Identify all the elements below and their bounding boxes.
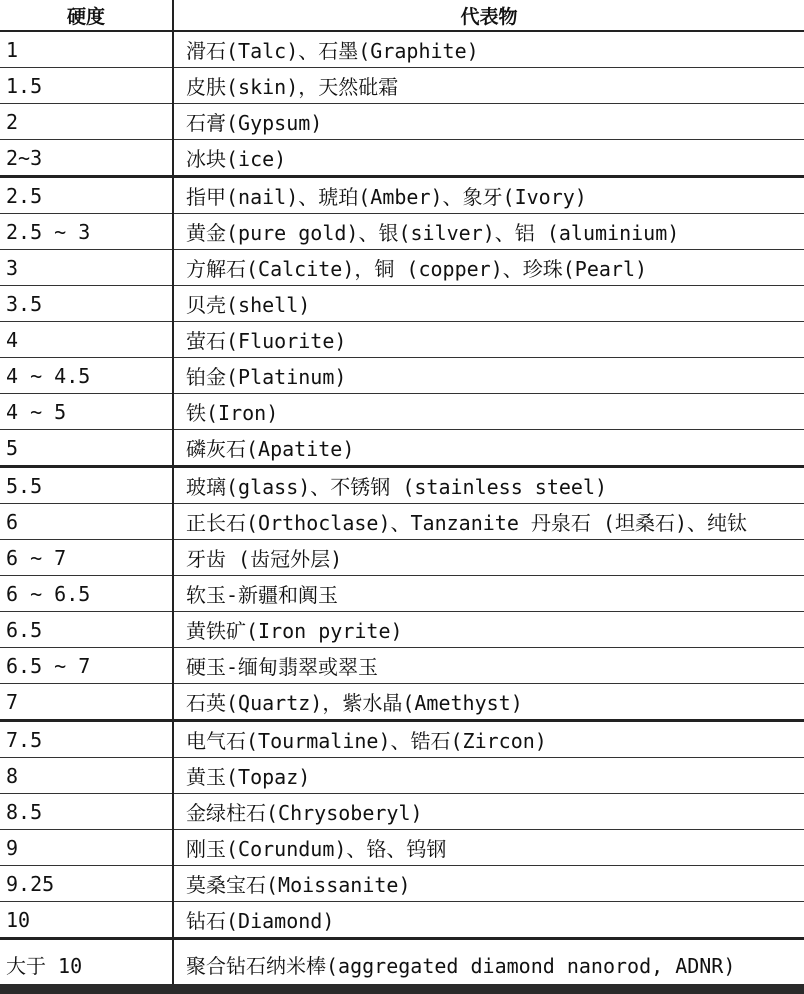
table-row: [0, 250, 804, 286]
hardness-cell: 9: [0, 830, 173, 866]
hardness-cell: 大于 10: [0, 939, 173, 989]
hardness-cell: 1.5: [0, 68, 173, 104]
hardness-cell: 6.5 ~ 7: [0, 648, 173, 684]
representative-cell: 铂金(Platinum): [173, 358, 804, 394]
hardness-cell: 3: [0, 250, 173, 286]
representative-cell: 刚玉(Corundum)、铬、钨钢: [173, 830, 804, 866]
representative-cell: 冰块(ice): [173, 140, 804, 177]
representative-cell: 黄铁矿(Iron pyrite): [173, 612, 804, 648]
table-row: [0, 394, 804, 430]
hardness-cell: 4 ~ 4.5: [0, 358, 173, 394]
hardness-cell: 8: [0, 758, 173, 794]
representative-cell: 玻璃(glass)、不锈钢 (stainless steel): [173, 467, 804, 504]
table-header-row: [0, 0, 804, 31]
hardness-cell: 1: [0, 31, 173, 68]
table-body: [0, 31, 804, 989]
hardness-cell: 2.5 ~ 3: [0, 214, 173, 250]
table-row: [0, 576, 804, 612]
header-representative: 代表物: [173, 0, 804, 31]
table-row: [0, 214, 804, 250]
representative-cell: 指甲(nail)、琥珀(Amber)、象牙(Ivory): [173, 177, 804, 214]
representative-cell: 硬玉-缅甸翡翠或翠玉: [173, 648, 804, 684]
representative-cell: 方解石(Calcite)，铜 (copper)、珍珠(Pearl): [173, 250, 804, 286]
table-row: [0, 684, 804, 721]
representative-cell: 正长石(Orthoclase)、Tanzanite 丹泉石 (坦桑石)、纯钛: [173, 504, 804, 540]
representative-cell: 石英(Quartz)，紫水晶(Amethyst): [173, 684, 804, 721]
hardness-cell: 9.25: [0, 866, 173, 902]
representative-cell: 软玉-新疆和阗玉: [173, 576, 804, 612]
hardness-cell: 3.5: [0, 286, 173, 322]
hardness-cell: 10: [0, 902, 173, 939]
table-row: [0, 358, 804, 394]
representative-cell: 磷灰石(Apatite): [173, 430, 804, 467]
table-row: [0, 866, 804, 902]
hardness-cell: 6.5: [0, 612, 173, 648]
representative-cell: 贝壳(shell): [173, 286, 804, 322]
representative-cell: 滑石(Talc)、石墨(Graphite): [173, 31, 804, 68]
representative-cell: 石膏(Gypsum): [173, 104, 804, 140]
hardness-cell: 7.5: [0, 721, 173, 758]
bottom-border: [0, 984, 804, 994]
table-row: [0, 721, 804, 758]
representative-cell: 铁(Iron): [173, 394, 804, 430]
representative-cell: 聚合钻石纳米棒(aggregated diamond nanorod, ADNR): [173, 939, 804, 989]
hardness-cell: 2.5: [0, 177, 173, 214]
table-row: [0, 177, 804, 214]
table-row: [0, 758, 804, 794]
table-row: [0, 467, 804, 504]
table-row: [0, 68, 804, 104]
table-row: [0, 31, 804, 68]
representative-cell: 莫桑宝石(Moissanite): [173, 866, 804, 902]
representative-cell: 电气石(Tourmaline)、锆石(Zircon): [173, 721, 804, 758]
representative-cell: 牙齿 (齿冠外层): [173, 540, 804, 576]
table-row: [0, 939, 804, 989]
table-row: [0, 540, 804, 576]
table-row: [0, 648, 804, 684]
hardness-cell: 6 ~ 6.5: [0, 576, 173, 612]
representative-cell: 金绿柱石(Chrysoberyl): [173, 794, 804, 830]
table-row: [0, 430, 804, 467]
representative-cell: 皮肤(skin)，天然砒霜: [173, 68, 804, 104]
hardness-cell: 5: [0, 430, 173, 467]
hardness-cell: 2~3: [0, 140, 173, 177]
representative-cell: 黄玉(Topaz): [173, 758, 804, 794]
hardness-cell: 2: [0, 104, 173, 140]
table-row: [0, 322, 804, 358]
hardness-cell: 4: [0, 322, 173, 358]
representative-cell: 钻石(Diamond): [173, 902, 804, 939]
table-row: [0, 902, 804, 939]
hardness-cell: 6: [0, 504, 173, 540]
table-row: [0, 104, 804, 140]
representative-cell: 黄金(pure gold)、银(silver)、铝 (aluminium): [173, 214, 804, 250]
hardness-cell: 8.5: [0, 794, 173, 830]
representative-cell: 萤石(Fluorite): [173, 322, 804, 358]
table-row: [0, 794, 804, 830]
table-row: [0, 504, 804, 540]
hardness-cell: 7: [0, 684, 173, 721]
table-row: [0, 140, 804, 177]
table-row: [0, 286, 804, 322]
hardness-cell: 5.5: [0, 467, 173, 504]
table-row: [0, 830, 804, 866]
hardness-cell: 6 ~ 7: [0, 540, 173, 576]
hardness-cell: 4 ~ 5: [0, 394, 173, 430]
table-row: [0, 612, 804, 648]
header-hardness: 硬度: [0, 0, 173, 31]
